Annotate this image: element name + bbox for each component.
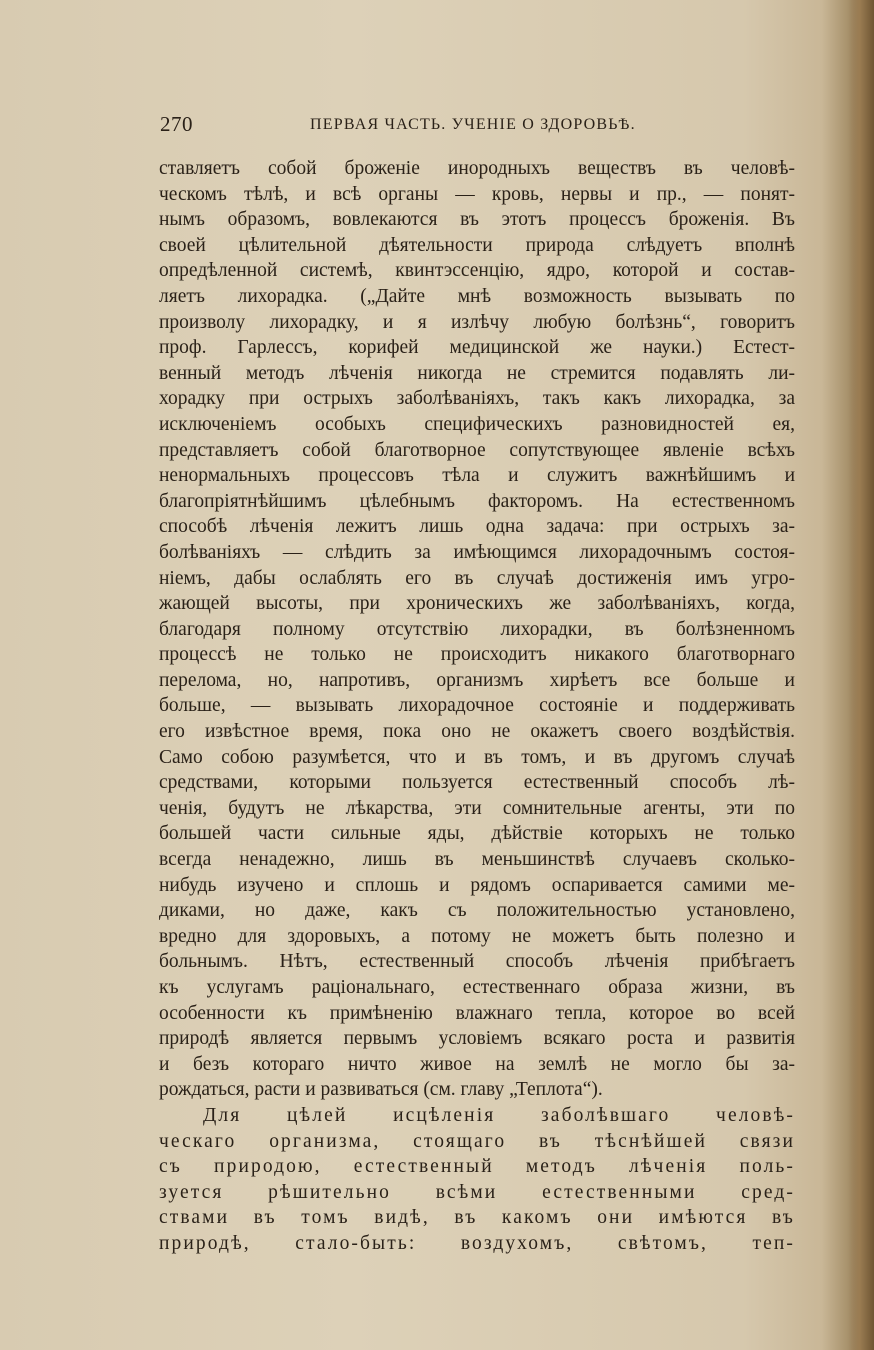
text-line: его извѣстное время, пока оно не окажетъ своего воздѣйствія.	[159, 721, 795, 743]
text-line: благопріятнѣйшимъ цѣлебнымъ факторомъ. На естественномъ	[159, 490, 795, 512]
text-line: вредно для здоровыхъ, а потому не можетъ быть полезно и	[159, 925, 795, 947]
text-line: ствами въ томъ видѣ, въ какомъ они имѣются въ	[159, 1207, 795, 1229]
text-line: природѣ является первымъ условіемъ всякаго роста и развитія	[159, 1028, 795, 1050]
text-line: къ услугамъ раціональнаго, естественнаго образа жизни, въ	[159, 977, 795, 998]
text-line: нымъ образомъ, вовлекаются въ этотъ процессъ броженія. Въ	[159, 209, 795, 231]
text-line: природѣ, стало-быть: воздухомъ, свѣтомъ, теп-	[159, 1232, 795, 1254]
text-line: ченія, будутъ не лѣкарства, эти сомнительные агенты, эти по	[159, 797, 795, 819]
text-line: опредѣленной системѣ, квинтэссенцію, ядро, которой и состав-	[159, 260, 795, 282]
text-line: представляетъ собой благотворное сопутствующее явленіе всѣхъ	[159, 439, 795, 461]
text-line: способѣ лѣченія лежитъ лишь одна задача: при острыхъ за-	[159, 516, 795, 538]
text-line: нибудь изучено и сплошь и рядомъ оспаривается самими ме-	[159, 874, 795, 896]
text-line: большей части сильные яды, дѣйствіе которыхъ не только	[159, 823, 795, 845]
text-line: благодаря полному отсутствію лихорадки, въ болѣзненномъ	[159, 618, 795, 640]
page-header	[160, 112, 796, 138]
text-line: болѣваніяхъ — слѣдить за имѣющимся лихорадочнымъ состоя-	[159, 541, 795, 563]
text-line: Для цѣлей исцѣленія заболѣвшаго человѣ-	[203, 1104, 795, 1126]
text-line: и безъ котораго ничто живое на землѣ не могло бы за-	[159, 1053, 795, 1075]
text-line: ческомъ тѣлѣ, и всѣ органы — кровь, нервы и пр., — понят-	[159, 183, 795, 205]
text-line: диками, но даже, какъ съ положительностью установлено,	[159, 900, 795, 922]
text-line: хорадку при острыхъ заболѣваніяхъ, такъ какъ лихорадка, за	[159, 388, 795, 410]
text-line: проф. Гарлессъ, корифей медицинской же науки.) Естест-	[159, 337, 795, 359]
text-line: особенности къ примѣненію влажнаго тепла, которое во всей	[159, 1002, 795, 1024]
text-line: средствами, которыми пользуется естественный способъ лѣ-	[159, 772, 795, 794]
running-title: ПЕРВАЯ ЧАСТЬ. УЧЕНІЕ О ЗДОРОВЬѢ.	[310, 116, 636, 133]
text-line: Само собою разумѣется, что и въ томъ, и въ другомъ случаѣ	[159, 746, 795, 768]
text-line: венный методъ лѣченія никогда не стремится подавлять ли-	[159, 362, 795, 384]
text-line: произволу лихорадку, и я излѣчу любую болѣзнь“, говоритъ	[159, 311, 795, 333]
body-text	[159, 156, 795, 1257]
text-line: больнымъ. Нѣтъ, естественный способъ лѣченія прибѣгаетъ	[159, 951, 795, 973]
text-line: ческаго организма, стоящаго въ тѣснѣйшей связи	[159, 1130, 795, 1152]
text-line: исключеніемъ особыхъ специфическихъ разновидностей ея,	[159, 413, 795, 435]
text-line: рождаться, расти и развиваться (см. главу „Теплота“).	[159, 1079, 603, 1101]
text-line: ляетъ лихорадка. („Дайте мнѣ возможность вызывать по	[159, 285, 795, 307]
text-line: своей цѣлительной дѣятельности природа слѣдуетъ вполнѣ	[159, 234, 795, 256]
text-line: больше, — вызывать лихорадочное состояніе и поддерживать	[159, 695, 795, 717]
text-line: съ природою, естественный методъ лѣченія поль-	[159, 1156, 795, 1178]
text-line: жающей высоты, при хроническихъ же заболѣваніяхъ, когда,	[159, 593, 795, 615]
page-number: 270	[160, 112, 193, 136]
text-line: ставляетъ собой броженіе инородныхъ веществъ въ человѣ-	[159, 158, 795, 179]
text-line: перелома, но, напротивъ, организмъ хирѣетъ все больше и	[159, 669, 795, 691]
page-spine-shadow	[848, 0, 874, 1350]
text-line: ненормальныхъ процессовъ тѣла и служитъ важнѣйшимъ и	[159, 465, 795, 487]
text-line: процессѣ не только не происходитъ никакого благотворнаго	[159, 644, 795, 666]
text-line: ніемъ, дабы ослаблять его въ случаѣ достиженія имъ угро-	[159, 567, 795, 589]
text-line: зуется рѣшительно всѣми естественными сред-	[159, 1181, 795, 1203]
text-line: всегда ненадежно, лишь въ меньшинствѣ случаевъ сколько-	[159, 849, 795, 871]
